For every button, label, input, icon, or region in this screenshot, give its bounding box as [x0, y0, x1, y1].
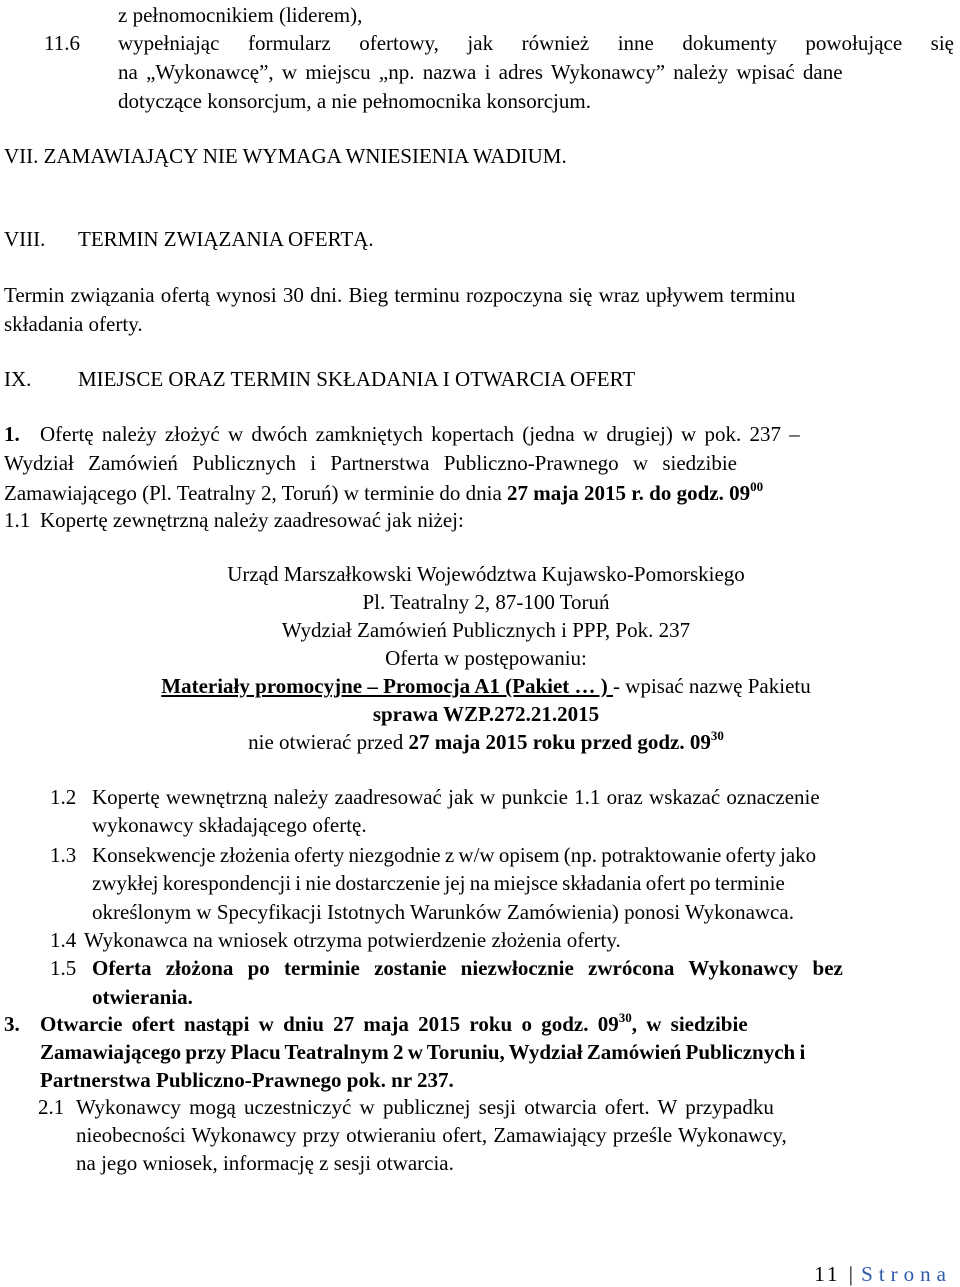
item-1-3-line3: określonym w Specyfikacji Istotnych Warunków Zamówienia) ponosi Wykonawca. [92, 900, 794, 924]
item-2-1-line1: Wykonawcy mogą uczestniczyć w publicznej sesji otwarcia ofert. W przypadku [76, 1095, 774, 1119]
item-11-5-tail: z pełnomocnikiem (liderem), [118, 3, 363, 27]
address-line5 [6, 673, 960, 699]
item-3-line1-minutes: 30 [618, 1010, 632, 1025]
item-1-5-line1: Oferta złożona po terminie zostanie niezwłocznie zwrócona Wykonawcy bez [92, 956, 843, 980]
address-do-not-open-text: nie otwierać przed [248, 730, 409, 754]
item-1-3-number: 1.3 [50, 843, 77, 867]
item-3-line1 [40, 1011, 748, 1037]
section-viii-title: TERMIN ZWIĄZANIA OFERTĄ. [78, 227, 374, 251]
address-do-not-open [6, 729, 960, 755]
item-11-6-line3: dotyczące konsorcjum, a nie pełnomocnika konsorcjum. [118, 89, 591, 113]
page-footer [814, 1262, 952, 1287]
section-vii-heading: VII. ZAMAWIAJĄCY NIE WYMAGA WNIESIENIA WADIUM. [4, 144, 567, 168]
item-1-deadline-minutes: 00 [750, 479, 764, 494]
address-line3: Wydział Zamówień Publicznych i PPP, Pok. 237 [281, 618, 691, 642]
item-1-3-line1: Konsekwencje złożenia oferty niezgodnie z w/w opisem (np. potraktowanie oferty jako [92, 843, 817, 867]
item-1-4-text: Wykonawca na wniosek otrzyma potwierdzenie złożenia oferty. [84, 928, 621, 952]
address-line4: Oferta w postępowaniu: [385, 646, 587, 670]
item-1-1-text: Kopertę zewnętrzną należy zaadresować jak niżej: [40, 508, 464, 532]
item-3-line1-text: Otwarcie ofert nastąpi w dniu 27 maja 2015 roku o godz. 09 [40, 1012, 619, 1036]
address-case-number: sprawa WZP.272.21.2015 [372, 702, 600, 726]
item-3-line2: Zamawiającego przy Placu Teatralnym 2 w Toruniu, Wydział Zamówień Publicznych i [40, 1040, 806, 1064]
item-11-6-line2: na „Wykonawcę”, w miejscu „np. nazwa i adres Wykonawcy” należy wpisać dane [118, 60, 843, 84]
item-1-number: 1. [4, 422, 20, 446]
address-subject-note: - wpisać nazwę Pakietu [613, 674, 811, 698]
item-1-deadline: 27 maja 2015 r. do godz. 09 [507, 481, 751, 505]
page-separator: | [848, 1262, 853, 1286]
item-2-1-number: 2.1 [38, 1095, 65, 1119]
item-1-line1: Ofertę należy złożyć w dwóch zamkniętych kopertach (jedna w drugiej) w pok. 237 – [40, 422, 800, 446]
item-1-2-line2: wykonawcy składającego ofertę. [92, 813, 367, 837]
item-1-3-line2: zwykłej korespondencji i nie dostarczenie jej na miejsce składania ofert po terminie [92, 871, 785, 895]
section-ix-number: IX. [4, 367, 32, 391]
address-line1: Urząd Marszałkowski Województwa Kujawsko-Pomorskiego [227, 562, 745, 586]
section-viii-number: VIII. [4, 227, 46, 251]
item-3-number: 3. [4, 1012, 20, 1036]
item-11-6-line1-text: wypełniając formularz ofertowy, jak również inne dokumenty powołujące się [118, 31, 954, 55]
address-line2: Pl. Teatralny 2, 87-100 Toruń [362, 590, 610, 614]
address-open-minutes: 30 [710, 728, 724, 743]
item-3-line3: Partnerstwa Publiczno-Prawnego pok. nr 237. [40, 1068, 454, 1092]
item-3-line1-end: , w siedzibie [631, 1012, 748, 1036]
item-1-1-number: 1.1 [4, 508, 31, 532]
address-open-date: 27 maja 2015 roku przed godz. 09 [408, 730, 711, 754]
section-viii-paragraph-line1: Termin związania ofertą wynosi 30 dni. Bieg terminu rozpoczyna się wraz upływem terminu [4, 283, 796, 307]
item-11-6-line1 [118, 30, 954, 56]
section-ix-title: MIEJSCE ORAZ TERMIN SKŁADANIA I OTWARCIA OFERT [78, 367, 636, 391]
page-number: 11 [814, 1262, 841, 1286]
item-1-5-number: 1.5 [50, 956, 77, 980]
item-1-4-number: 1.4 [50, 928, 77, 952]
page-label: Strona [861, 1262, 952, 1286]
item-2-1-line2: nieobecności Wykonawcy przy otwieraniu ofert, Zamawiający prześle Wykonawcy, [76, 1123, 787, 1147]
item-2-1-line3: na jego wniosek, informację z sesji otwarcia. [76, 1151, 454, 1175]
item-11-6-number: 11.6 [44, 31, 80, 55]
item-1-line2: Wydział Zamówień Publicznych i Partnerstwa Publiczno-Prawnego w siedzibie [4, 451, 737, 475]
address-subject: Materiały promocyjne – Promocja A1 (Pakiet … ) [161, 674, 614, 698]
item-1-2-line1: Kopertę wewnętrzną należy zaadresować jak w punkcie 1.1 oraz wskazać oznaczenie [92, 785, 820, 809]
item-1-5-line2: otwierania. [92, 985, 193, 1009]
section-viii-paragraph-line2: składania oferty. [4, 312, 143, 336]
item-1-line3-text: Zamawiającego (Pl. Teatralny 2, Toruń) w terminie do dnia [4, 481, 508, 505]
item-1-line3 [4, 480, 763, 506]
item-1-2-number: 1.2 [50, 785, 77, 809]
